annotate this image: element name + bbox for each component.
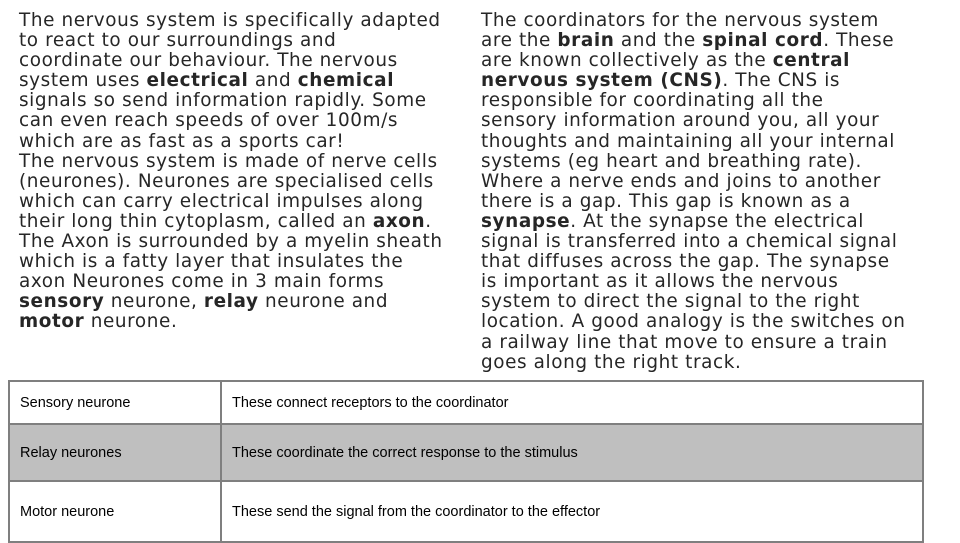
text-line: to react to our surroundings and — [19, 30, 337, 52]
neurone-type-cell: Motor neurone — [9, 481, 221, 542]
left-text-column — [19, 11, 443, 333]
text-line: The Axon is surrounded by a myelin sheath — [19, 231, 443, 253]
text-line: which can carry electrical impulses along — [19, 190, 424, 212]
table-row — [9, 381, 923, 424]
text-line: thoughts and maintaining all your internal — [481, 130, 895, 152]
neurone-description-cell: These send the signal from the coordinator to the effector — [221, 481, 923, 542]
bold-term: brain — [557, 30, 615, 52]
text-line: Where a nerve ends and joins to another — [481, 170, 881, 192]
text-line: The nervous system is specifically adapted — [19, 10, 441, 31]
text-line: The nervous system is made of nerve cells — [19, 150, 438, 172]
neurone-description-cell: These connect receptors to the coordinator — [221, 381, 923, 424]
text-line: synapse. At the synapse the electrical — [481, 210, 864, 232]
text-line: motor neurone. — [19, 311, 178, 333]
text-line: which is a fatty layer that insulates the — [19, 251, 404, 273]
bold-term: axon — [372, 210, 426, 232]
text-line: nervous system (CNS). The CNS is — [481, 70, 841, 92]
text-line: sensory information around you, all your — [481, 110, 880, 132]
text-line: are known collectively as the central — [481, 50, 851, 72]
table-row — [9, 481, 923, 542]
bold-term: motor — [19, 311, 85, 333]
text-line: there is a gap. This gap is known as a — [481, 190, 851, 212]
text-line: signal is transferred into a chemical signal — [481, 231, 898, 253]
text-line: which are as fast as a sports car! — [19, 130, 345, 152]
text-line: is important as it allows the nervous — [481, 271, 839, 293]
text-line: responsible for coordinating all the — [481, 90, 824, 112]
text-line: systems (eg heart and breathing rate). — [481, 150, 862, 172]
bold-term: spinal cord — [702, 30, 824, 52]
neurone-types-table — [8, 380, 924, 543]
neurone-description-cell: These coordinate the correct response to the stimulus — [221, 424, 923, 481]
text-line: their long thin cytoplasm, called an axon. — [19, 210, 432, 232]
text-line: sensory neurone, relay neurone and — [19, 291, 389, 313]
text-line: The coordinators for the nervous system — [481, 10, 879, 31]
bold-term: chemical — [297, 70, 395, 92]
text-line: axon Neurones come in 3 main forms — [19, 271, 385, 293]
text-line: a railway line that move to ensure a train — [481, 331, 888, 353]
text-line: can even reach speeds of over 100m/s — [19, 110, 399, 132]
bold-term: sensory — [19, 291, 105, 313]
text-line: goes along the right track. — [481, 351, 742, 373]
text-line: location. A good analogy is the switches on — [481, 311, 906, 333]
bold-term: relay — [203, 291, 259, 313]
text-line: coordinate our behaviour. The nervous — [19, 50, 398, 72]
table-row — [9, 424, 923, 481]
text-line: signals so send information rapidly. Some — [19, 90, 427, 112]
text-line: system uses electrical and chemical — [19, 70, 395, 92]
text-line: are the brain and the spinal cord. These — [481, 30, 895, 52]
neurone-type-cell: Relay neurones — [9, 424, 221, 481]
bold-term: synapse — [481, 210, 571, 232]
right-text-column — [481, 11, 905, 373]
neurone-type-cell: Sensory neurone — [9, 381, 221, 424]
text-line: (neurones). Neurones are specialised cells — [19, 170, 434, 192]
bold-term: electrical — [146, 70, 249, 92]
text-line: that diffuses across the gap. The synapse — [481, 251, 890, 273]
text-line: system to direct the signal to the right — [481, 291, 860, 313]
bold-term: nervous system (CNS) — [481, 70, 723, 92]
bold-term: central — [772, 50, 851, 72]
